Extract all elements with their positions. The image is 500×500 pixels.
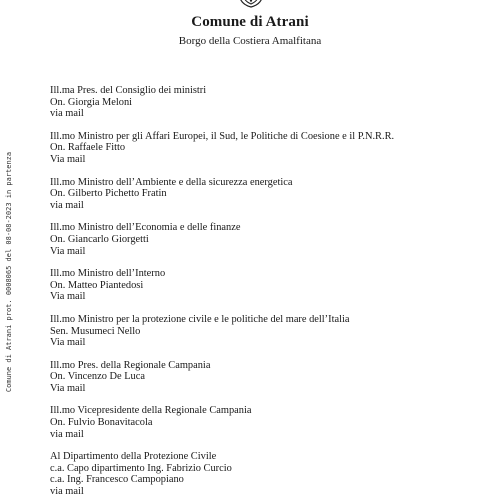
recipient-name: On. Vincenzo De Luca — [50, 371, 145, 383]
delivery-method: via mail — [50, 108, 84, 120]
recipient-title: Ill.mo Ministro per la protezione civile e le politiche del mare dell’Italia — [50, 313, 350, 325]
recipient-title: Al Dipartimento della Protezione Civile — [50, 451, 217, 463]
recipient-name: c.a. Capo dipartimento Ing. Fabrizio Curcio — [50, 462, 232, 474]
recipient-title: Ill.mo Ministro per gli Affari Europei, il Sud, le Politiche di Coesione e il P.N.R.R. — [50, 130, 395, 142]
delivery-method: via mail — [50, 486, 84, 498]
recipient-block — [50, 177, 495, 212]
recipient-name: On. Giorgia Meloni — [50, 96, 133, 108]
recipient-title: Ill.mo Ministro dell’Interno — [50, 268, 166, 280]
recipient-block — [50, 131, 495, 166]
recipient-title: Ill.mo Pres. della Regionale Campania — [50, 359, 211, 371]
protocol-stamp: Comune di Atrani prot. 0008065 del 08-08-2023 in partenza — [5, 151, 13, 393]
delivery-method: Via mail — [50, 382, 86, 394]
recipient-block — [50, 314, 495, 349]
recipient-title: Ill.ma Pres. del Consiglio dei ministri — [50, 85, 207, 96]
recipient-name: c.a. Ing. Francesco Campopiano — [50, 474, 184, 486]
recipient-title: Ill.mo Ministro dell’Economia e delle finanze — [50, 222, 241, 234]
delivery-method: Via mail — [50, 245, 86, 257]
delivery-method: via mail — [50, 428, 84, 440]
municipality-subtitle: Borgo della Costiera Amalfitana — [178, 35, 322, 47]
municipal-crest-icon — [238, 0, 264, 8]
recipient-block — [50, 85, 495, 120]
recipient-block — [50, 222, 495, 257]
municipality-name: Comune di Atrani — [191, 14, 309, 30]
recipient-title: Ill.mo Ministro dell’Ambiente e della sicurezza energetica — [50, 176, 293, 188]
recipient-title: Ill.mo Vicepresidente della Regionale Campania — [50, 405, 252, 417]
recipient-list — [50, 85, 495, 500]
recipient-name: On. Fulvio Bonavitacola — [50, 417, 153, 429]
recipient-block — [50, 451, 495, 497]
recipient-block — [50, 268, 495, 303]
recipient-name: On. Giancarlo Giorgetti — [50, 233, 149, 245]
delivery-method: Via mail — [50, 153, 86, 165]
recipient-name: On. Gilberto Pichetto Fratin — [50, 188, 167, 200]
recipient-block — [50, 360, 495, 395]
recipient-name: Sen. Musumeci Nello — [50, 325, 141, 337]
delivery-method: Via mail — [50, 291, 86, 303]
recipient-name: On. Matteo Piantedosi — [50, 279, 144, 291]
delivery-method: via mail — [50, 199, 84, 211]
recipient-block — [50, 405, 495, 440]
delivery-method: Via mail — [50, 337, 86, 349]
recipient-name: On. Raffaele Fitto — [50, 142, 126, 154]
